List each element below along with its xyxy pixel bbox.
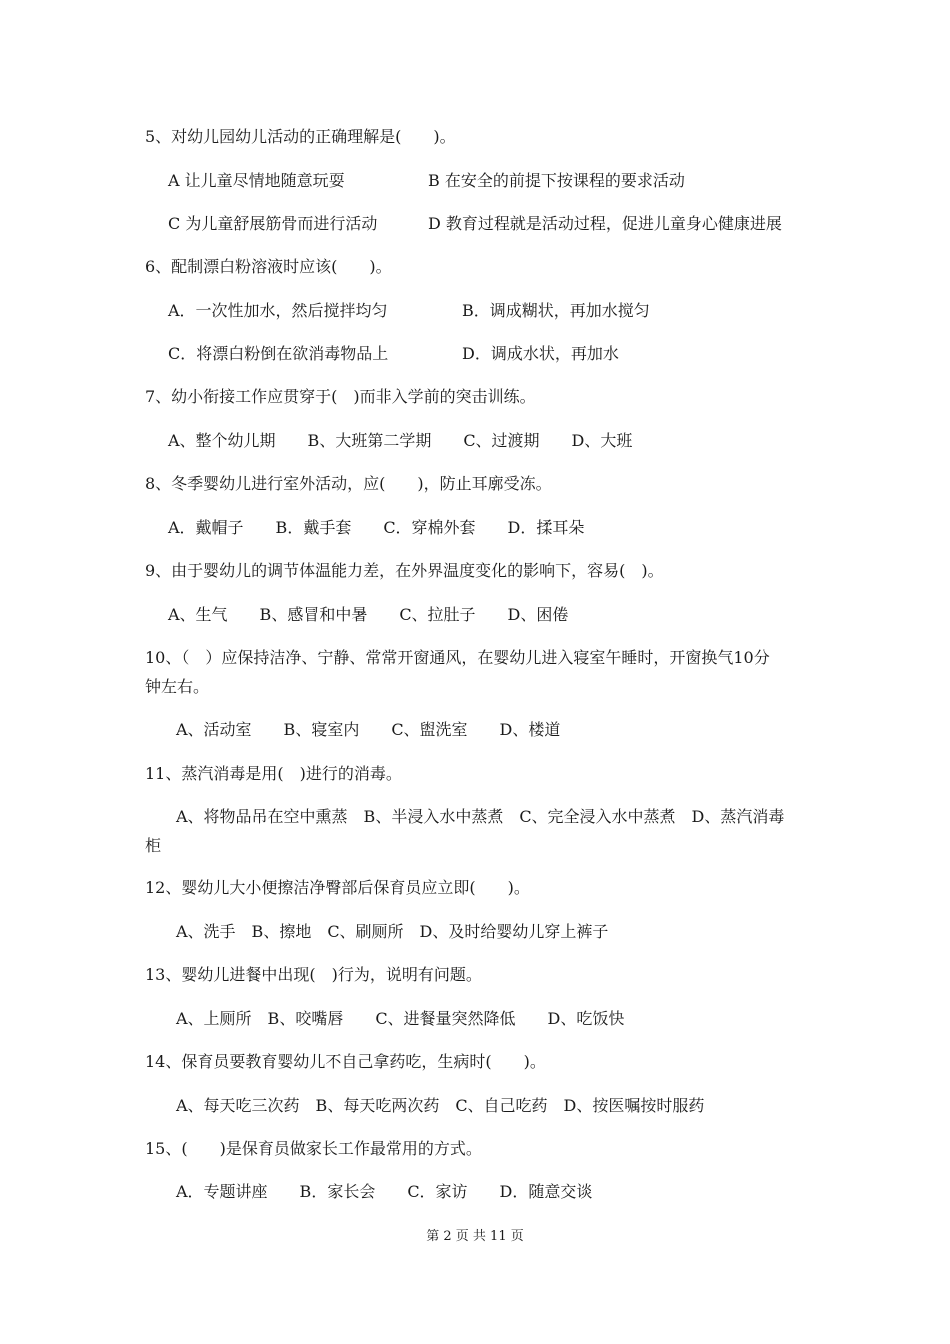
question-13-options: A、上厕所 B、咬嘴唇 C、进餐量突然降低 D、吃饭快	[176, 1009, 625, 1028]
question-7-options: A、整个幼儿期 B、大班第二学期 C、过渡期 D、大班	[168, 431, 633, 450]
question-10-options: A、活动室 B、寝室内 C、盥洗室 D、楼道	[176, 720, 561, 739]
question-5-option-d: D 教育过程就是活动过程，促进儿童身心健康进展	[428, 214, 782, 233]
question-11-options: A、将物品吊在空中熏蒸 B、半浸入水中蒸煮 C、完全浸入水中蒸煮 D、蒸汽消毒	[176, 807, 785, 826]
question-13-stem: 13、婴幼儿进餐中出现( )行为，说明有问题。	[145, 965, 482, 984]
question-8-stem: 8、冬季婴幼儿进行室外活动，应( )，防止耳廓受冻。	[145, 474, 552, 493]
question-12-stem: 12、婴幼儿大小便擦洁净臀部后保育员应立即( )。	[145, 878, 530, 897]
question-6-option-c: C．将漂白粉倒在欲消毒物品上	[168, 344, 389, 363]
question-10-stem: 10、（ ）应保持洁净、宁静、常常开窗通风，在婴幼儿进入寝室午睡时，开窗换气10分	[145, 648, 770, 667]
question-12-options: A、洗手 B、擦地 C、刷厕所 D、及时给婴幼儿穿上裤子	[176, 922, 609, 941]
question-7-stem: 7、幼小衔接工作应贯穿于( )而非入学前的突击训练。	[145, 387, 536, 406]
question-15-options: A．专题讲座 B．家长会 C．家访 D．随意交谈	[176, 1182, 593, 1201]
question-5-stem: 5、对幼儿园幼儿活动的正确理解是( )。	[145, 127, 456, 146]
question-10-stem-continued: 钟左右。	[145, 677, 210, 696]
question-6-stem: 6、配制漂白粉溶液时应该( )。	[145, 257, 392, 276]
question-6-option-b: B．调成糊状，再加水搅匀	[462, 301, 650, 320]
question-11-options-continued: 柜	[145, 836, 162, 855]
question-5-option-b: B 在安全的前提下按课程的要求活动	[428, 171, 685, 190]
question-6-option-d: D．调成水状，再加水	[462, 344, 619, 363]
question-5-option-a: A 让儿童尽情地随意玩耍	[168, 171, 345, 190]
question-5-option-c: C 为儿童舒展筋骨而进行活动	[168, 214, 378, 233]
question-9-options: A、生气 B、感冒和中暑 C、拉肚子 D、困倦	[168, 605, 569, 624]
page-number-footer: 第 2 页 共 11 页	[426, 1229, 524, 1244]
question-9-stem: 9、由于婴幼儿的调节体温能力差，在外界温度变化的影响下，容易( )。	[145, 561, 664, 580]
question-11-stem: 11、蒸汽消毒是用( )进行的消毒。	[145, 764, 402, 783]
question-14-options: A、每天吃三次药 B、每天吃两次药 C、自己吃药 D、按医嘱按时服药	[176, 1096, 705, 1115]
question-15-stem: 15、( )是保育员做家长工作最常用的方式。	[145, 1139, 482, 1158]
question-6-option-a: A．一次性加水，然后搅拌均匀	[168, 301, 388, 320]
question-8-options: A．戴帽子 B．戴手套 C．穿棉外套 D．揉耳朵	[168, 518, 585, 537]
question-14-stem: 14、保育员要教育婴幼儿不自己拿药吃，生病时( )。	[145, 1052, 546, 1071]
